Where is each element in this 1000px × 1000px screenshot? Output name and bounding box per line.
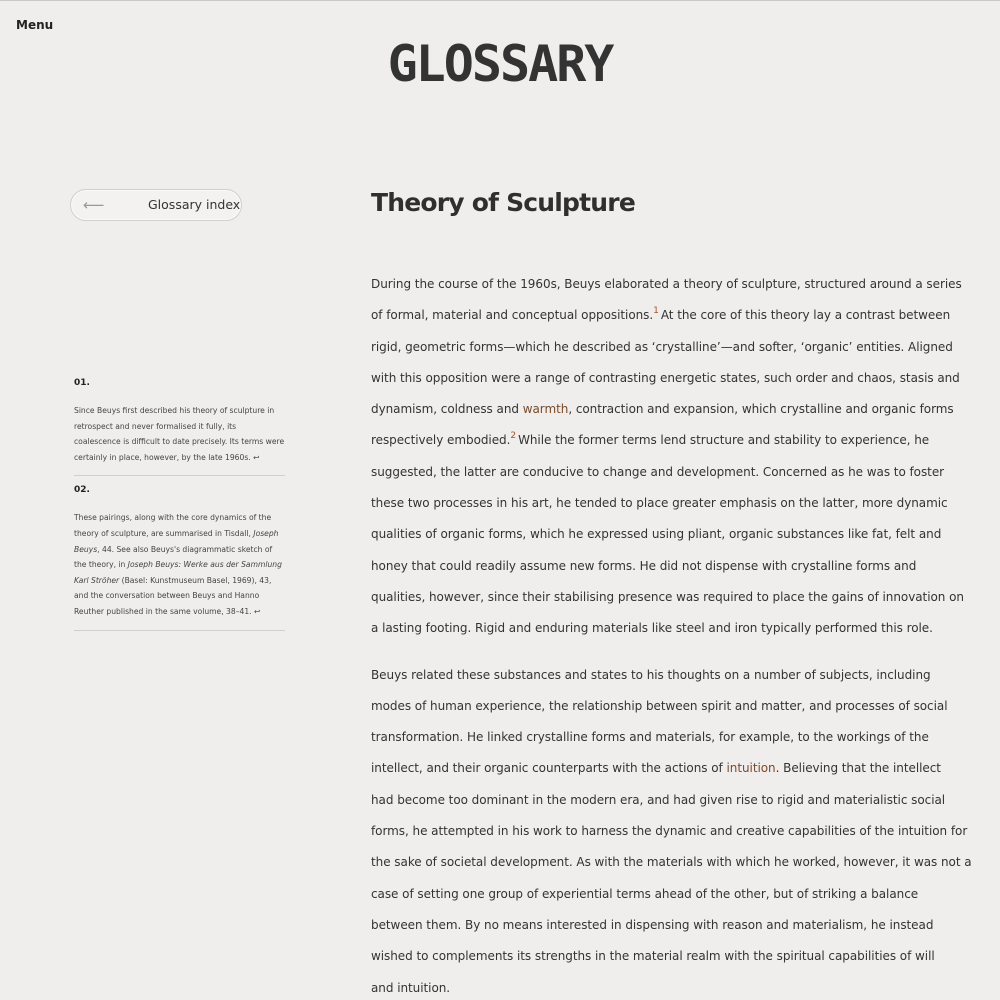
footnote-ref-2[interactable]: 2 xyxy=(510,431,517,442)
glossary-link-intuition[interactable]: intuition xyxy=(726,761,776,776)
citation-title: Joseph Beuys: Werke aus der Sammlung Karl Ströher xyxy=(74,560,282,585)
footnotes-list xyxy=(74,376,285,638)
footnote-text: Since Beuys first described his theory of sculpture in retrospect and never formalised it fully, its coalescence is difficult to date precisely. Its terms were certainly in place, however, by the late 1960s. ↩ xyxy=(74,406,285,462)
arrow-left-icon: ⟵ xyxy=(83,196,105,214)
footnote-2 xyxy=(74,483,285,630)
paragraph: Beuys related these substances and states to his thoughts on a number of subjects, including modes of human experience, the relationship between spirit and matter, and processes of social transformation. He linked crystalline forms and materials, for example, to the workings of the intellect, and their organic counterparts with the actions of intuition. Believing that the intellect had become too dominant in the modern era, and had given rise to rigid and materialistic social forms, he attempted in his work to harness the dynamic and creative capabilities of the intuition for the sake of societal development. As with the materials with which he worked, however, it was not a case of setting one group of experiential terms ahead of the other, but of striking a balance between them. By no means interested in dispensing with reason and materialism, he instead wished to complements its strengths in the material realm with the spiritual capabilities of will and intuition. xyxy=(371,667,972,995)
footnote-ref-1[interactable]: 1 xyxy=(653,306,659,317)
site-title: GLOSSARY xyxy=(387,35,613,93)
return-arrow-icon[interactable]: ↩ xyxy=(254,606,261,616)
footnote-number: 01. xyxy=(74,378,90,388)
glossary-link-warmth[interactable]: warmth xyxy=(522,402,569,417)
footnote-text: These pairings, along with the core dynamics of the theory of sculpture, are summarised in Tisdall, Joseph Beuys, 44. See also Beuys's diagrammatic sketch of the theory, in Joseph Beuys: Werke aus der Sammlung Karl Ströher (Basel: Kunstmuseum Basel, 1969), 43, and the conversation between Beuys and Hanno Reuther published in the same volume, 38–41. ↩ xyxy=(74,513,282,616)
return-arrow-icon[interactable]: ↩ xyxy=(253,452,260,462)
article-title: Theory of Sculpture xyxy=(371,188,635,217)
glossary-index-button[interactable] xyxy=(70,189,242,221)
glossary-index-label: Glossary index xyxy=(148,197,241,212)
citation-title: Joseph Beuys xyxy=(74,528,279,554)
paragraph: During the course of the 1960s, Beuys elaborated a theory of sculpture, structured around a series of formal, material and conceptual oppositions.$^1$ At the core of this theory lay a contrast between rigid, geometric forms—which he described as ‘crystalline’—and softer, ‘organic’ entities. Aligned with this opposition were a range of contrasting energetic states, such order and chaos, stasis and dynamism, coldness and warmth, contraction and expansion, which crystalline and organic forms respectively embodied.$^2$ While the former terms lend structure and stability to experience, he suggested, the latter are conducive to change and development. Concerned as he was to foster these two processes in his art, he tended to place greater emphasis on the latter, more dynamic qualities of organic forms, which he expressed using pliant, organic substances like fat, felt and honey that could readily assume new forms. He did not dispense with crystalline forms and qualities, however, since their stabilising presence was required to place the gains of innovation on a lasting footing. Rigid and enduring materials like steel and iron typically performed this role. xyxy=(371,277,964,636)
article-body xyxy=(371,269,972,1000)
footnote-number: 02. xyxy=(74,485,90,496)
menu-button[interactable]: Menu xyxy=(16,18,54,32)
footnote-1 xyxy=(74,376,285,476)
